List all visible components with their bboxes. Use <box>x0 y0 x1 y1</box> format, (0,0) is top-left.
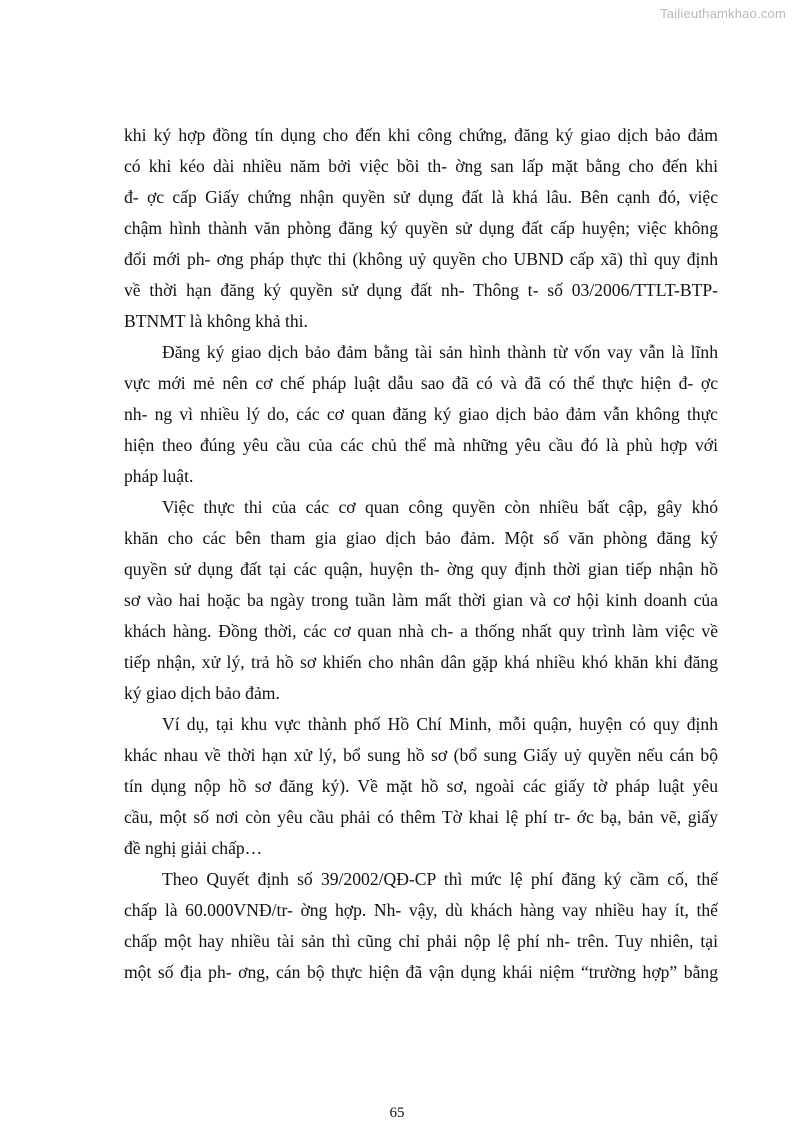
text-line: đề nghị giải chấp… <box>124 838 263 858</box>
text-line: về thời hạn đăng ký quyền sử dụng đất nh- Thông t- số 03/2006/TTLT-BTP- <box>124 280 718 300</box>
text-line: tiếp nhận, xử lý, trả hồ sơ khiến cho nhân dân gặp khá nhiều khó khăn khi đăng <box>124 652 718 672</box>
watermark-text: Tailieuthamkhao.com <box>660 6 786 21</box>
page-number: 65 <box>389 1105 405 1121</box>
paragraph <box>124 120 718 337</box>
text-line: BTNMT là không khả thi. <box>124 311 308 331</box>
text-line: chậm hình thành văn phòng đăng ký quyền sử dụng đất cấp huyện; việc không <box>124 218 718 238</box>
text-line: sơ vào hai hoặc ba ngày trong tuần làm mất thời gian và cơ hội kinh doanh của <box>124 590 718 610</box>
text-line: đổi mới ph- ơng pháp thực thi (không uỷ quyền cho UBND cấp xã) thì quy định <box>124 249 718 269</box>
text-line: Ví dụ, tại khu vực thành phố Hồ Chí Minh, mỗi quận, huyện có quy định <box>162 714 718 734</box>
text-line: có khi kéo dài nhiều năm bởi việc bồi th- ờng san lấp mặt bằng cho đến khi <box>124 156 718 176</box>
text-line: pháp luật. <box>124 466 194 486</box>
text-line: tín dụng nộp hồ sơ đăng ký). Về mặt hồ sơ, ngoài các giấy tờ pháp luật yêu <box>124 776 718 796</box>
text-line: ký giao dịch bảo đảm. <box>124 683 280 703</box>
paragraph <box>124 864 718 988</box>
text-line: khăn cho các bên tham gia giao dịch bảo đảm. Một số văn phòng đăng ký <box>124 528 718 548</box>
document-body <box>124 120 718 988</box>
text-line: Đăng ký giao dịch bảo đảm bằng tài sản hình thành từ vốn vay vẫn là lĩnh <box>162 342 718 362</box>
text-line: hiện theo đúng yêu cầu của các chủ thể mà những yêu cầu đó là phù hợp với <box>124 435 718 455</box>
text-line: khách hàng. Đồng thời, các cơ quan nhà ch- a thống nhất quy trình làm việc về <box>124 621 718 641</box>
text-line: cầu, một số nơi còn yêu cầu phải có thêm Tờ khai lệ phí tr- ớc bạ, bản vẽ, giấy <box>124 807 718 827</box>
text-line: chấp một hay nhiều tài sản thì cũng chỉ phải nộp lệ phí nh- trên. Tuy nhiên, tại <box>124 931 718 951</box>
paragraph <box>124 492 718 709</box>
text-line: quyền sử dụng đất tại các quận, huyện th- ờng quy định thời gian tiếp nhận hồ <box>124 559 718 579</box>
text-line: đ- ợc cấp Giấy chứng nhận quyền sử dụng đất là khá lâu. Bên cạnh đó, việc <box>124 187 718 207</box>
text-line: khác nhau về thời hạn xử lý, bổ sung hồ sơ (bổ sung Giấy uỷ quyền nếu cán bộ <box>124 745 718 765</box>
text-line: chấp là 60.000VNĐ/tr- ờng hợp. Nh- vậy, dù khách hàng vay nhiều hay ít, thế <box>124 900 718 920</box>
text-line: nh- ng vì nhiều lý do, các cơ quan đăng ký giao dịch bảo đảm vẫn không thực <box>124 404 718 424</box>
text-line: Theo Quyết định số 39/2002/QĐ-CP thì mức lệ phí đăng ký cầm cố, thế <box>162 869 718 889</box>
paragraph <box>124 337 718 492</box>
text-line: Việc thực thi của các cơ quan công quyền còn nhiều bất cập, gây khó <box>162 497 718 517</box>
text-line: một số địa ph- ơng, cán bộ thực hiện đã vận dụng khái niệm “trường hợp” bằng <box>124 962 718 982</box>
text-line: khi ký hợp đồng tín dụng cho đến khi công chứng, đăng ký giao dịch bảo đảm <box>124 125 718 145</box>
text-line: vực mới mẻ nên cơ chế pháp luật dẫu sao đã có và đã có thể thực hiện đ- ợc <box>124 373 718 393</box>
paragraph <box>124 709 718 864</box>
